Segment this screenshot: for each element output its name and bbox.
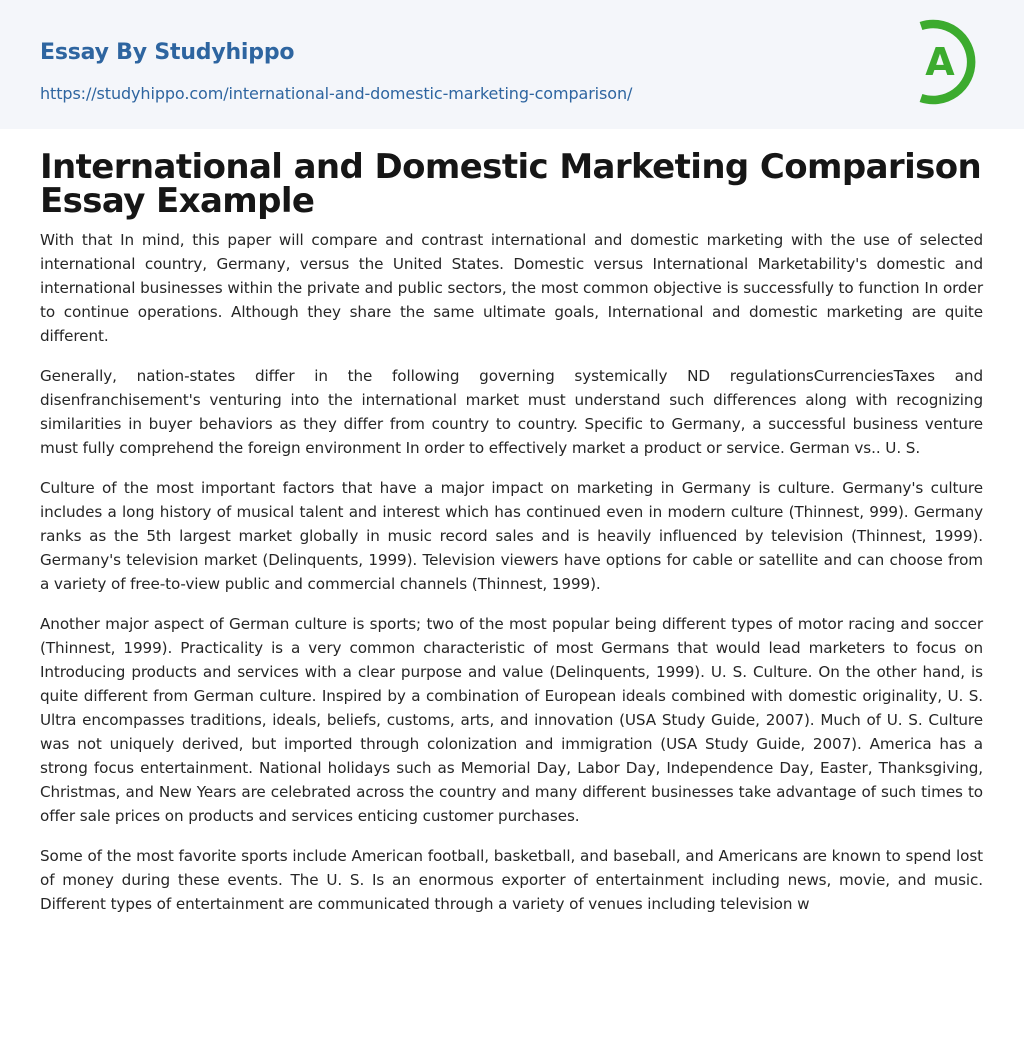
essay-paragraph: Some of the most favorite sports include American football, basketball, and baseball, and Americans are known to spend lost of money during these events. The U. S. Is an enormous exporter of entertainment including news, movie, and music. Different types of entertainment are communicated through a variety of venues including television w <box>40 847 983 913</box>
essay-paragraph: Culture of the most important factors that have a major impact on marketing in Germany is culture. Germany's culture includes a long history of musical talent and interest which has continued even in modern culture (Thinnest, 999). Germany ranks as the 5th largest market globally in music record sales and is heavily influenced by television (Thinnest, 1999). Germany's television market (Delinquents, 1999). Television viewers have options for cable or satellite and can choose from a variety of free-to-view public and commercial channels (Thinnest, 1999). <box>40 479 983 593</box>
essay-url-link[interactable]: https://studyhippo.com/international-and-domestic-marketing-comparison/ <box>40 84 633 103</box>
essay-body <box>40 228 983 932</box>
essay-paragraph: With that In mind, this paper will compare and contrast international and domestic marketing with the use of selected international country, Germany, versus the United States. Domestic versus International Marketability's domestic and international businesses within the private and public sectors, the most common objective is successfully to function In order to continue operations. Although they share the same ultimate goals, International and domestic marketing are quite different. <box>40 231 983 345</box>
essay-paragraph: Another major aspect of German culture is sports; two of the most popular being different types of motor racing and soccer (Thinnest, 1999). Practicality is a very common characteristic of most Germans that would lead marketers to focus on Introducing products and services with a clear purpose and value (Delinquents, 1999). U. S. Culture. On the other hand, is quite different from German culture. Inspired by a combination of European ideals combined with domestic originality, U. S. Ultra encompasses traditions, ideals, beliefs, customs, arts, and innovation (USA Study Guide, 2007). Much of U. S. Culture was not uniquely derived, but imported through colonization and immigration (USA Study Guide, 2007). America has a strong focus entertainment. National holidays such as Memorial Day, Labor Day, Independence Day, Easter, Thanksgiving, Christmas, and New Years are celebrated across the country and many different businesses take advantage of such times to offer sale prices on products and services enticing customer purchases. <box>40 615 983 825</box>
studyhippo-logo-icon[interactable] <box>910 18 988 106</box>
site-header <box>0 0 1024 129</box>
site-brand[interactable]: Essay By Studyhippo <box>40 40 295 65</box>
essay-paragraph: Generally, nation-states differ in the following governing systemically ND regulationsCurrenciesTaxes and disenfranchisement's venturing into the international market must understand such differences along with recognizing similarities in buyer behaviors as they differ from country to country. Specific to Germany, a successful business venture must fully comprehend the foreign environment In order to effectively market a product or service. German vs.. U. S. <box>40 367 983 457</box>
logo-letter: A <box>925 40 955 84</box>
page-title: International and Domestic Marketing Comparison Essay Example <box>40 147 982 221</box>
